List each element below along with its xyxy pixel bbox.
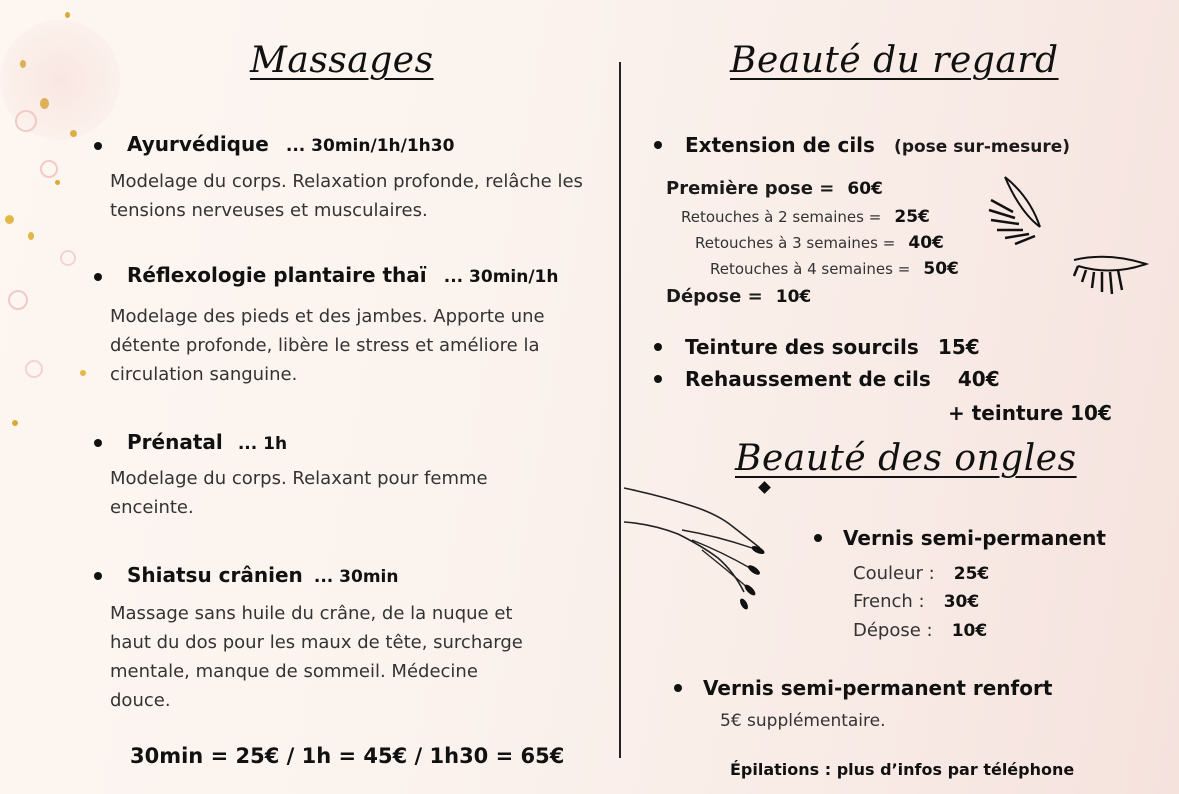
bullet (94, 273, 102, 281)
item-description: Modelage du corps. Relaxant pour femme enceinte. (110, 468, 488, 518)
retouche-4 (710, 259, 959, 279)
item-duration: ... 30min/1h (443, 267, 559, 287)
bullet (654, 141, 662, 149)
premiere-pose-price: 60€ (847, 179, 883, 199)
eyelash-icon (1068, 246, 1152, 306)
depose-price: 10€ (775, 287, 812, 307)
premiere-pose (666, 178, 883, 199)
vernis-renfort-note: 5€ supplémentaire. (720, 711, 886, 731)
eyelash-icon (985, 172, 1055, 252)
row-price: 10€ (951, 621, 988, 641)
item-description: Modelage du corps. Relaxation profonde, relâche les tensions nerveuses et musculaires. (110, 171, 583, 221)
item-duration: ... 30min/1h/1h30 (285, 136, 455, 156)
bullet (814, 534, 822, 542)
massage-item-shiatsu (127, 563, 398, 587)
massage-item-ayurvedique (127, 132, 454, 156)
vernis-renfort: Vernis semi-permanent renfort (703, 676, 1053, 700)
depose-cils (666, 286, 811, 307)
premiere-pose-label: Première pose = (666, 178, 835, 199)
depose-label: Dépose = (666, 286, 763, 307)
massage-item-reflexologie (127, 263, 558, 287)
retouche-label: Retouches à 2 semaines = (681, 208, 882, 226)
retouche-label: Retouches à 4 semaines = (710, 260, 911, 278)
epilations-footer: Épilations : plus d’infos par téléphone (730, 760, 1075, 779)
extension-cils (685, 133, 1070, 157)
bullet (94, 439, 102, 447)
ongles-row-french (853, 591, 979, 612)
ongles-row-couleur (853, 563, 989, 584)
item-name: Ayurvédique (127, 132, 269, 156)
bullet (94, 572, 102, 580)
item-name: Teinture des sourcils (685, 335, 919, 359)
retouche-price: 50€ (923, 259, 959, 279)
row-label: Dépose : (853, 620, 933, 641)
rehaussement-extra: + teinture 10€ (948, 401, 1112, 425)
bullet (654, 343, 662, 351)
row-label: French : (853, 591, 925, 612)
column-divider (619, 62, 621, 758)
retouche-price: 25€ (894, 207, 930, 227)
item-name: Rehaussement de cils (685, 367, 931, 391)
bullet (674, 684, 682, 692)
retouche-label: Retouches à 3 semaines = (695, 234, 896, 252)
bullet (654, 375, 662, 383)
item-name: Réflexologie plantaire thaï (127, 263, 427, 287)
hand-icon (622, 484, 772, 619)
retouche-2 (681, 207, 930, 227)
item-name: Extension de cils (685, 133, 875, 157)
massages-title: Massages (250, 40, 434, 81)
item-name: Shiatsu crânien (127, 563, 303, 587)
bullet (94, 142, 102, 150)
teinture-sourcils (685, 335, 980, 359)
row-price: 25€ (953, 564, 990, 584)
ongles-row-depose (853, 620, 987, 641)
item-name: Prénatal (127, 430, 223, 454)
retouche-price: 40€ (908, 233, 944, 253)
item-price: 15€ (937, 335, 980, 359)
massage-item-prenatal (127, 430, 287, 454)
item-duration: ... 1h (237, 434, 288, 454)
retouche-3 (695, 233, 944, 253)
ongles-title: Beauté des ongles (735, 438, 1077, 479)
item-description: Massage sans huile du crâne, de la nuque et haut du dos pour les maux de tête, surcharge mentale, manque de sommeil. Médecine douce. (110, 603, 523, 711)
row-price: 30€ (943, 592, 980, 612)
regard-title: Beauté du regard (730, 40, 1059, 81)
item-price: 40€ (957, 367, 1000, 391)
item-description: Modelage des pieds et des jambes. Apporte une détente profonde, libère le stress et améliore la circulation sanguine. (110, 306, 545, 385)
row-label: Couleur : (853, 563, 935, 584)
item-duration: ... 30min (313, 567, 399, 587)
massage-prices: 30min = 25€ / 1h = 45€ / 1h30 = 65€ (130, 744, 565, 768)
vernis-semi-permanent: Vernis semi-permanent (843, 526, 1106, 550)
item-note: (pose sur-mesure) (894, 137, 1071, 157)
rehaussement-cils (685, 367, 1000, 391)
